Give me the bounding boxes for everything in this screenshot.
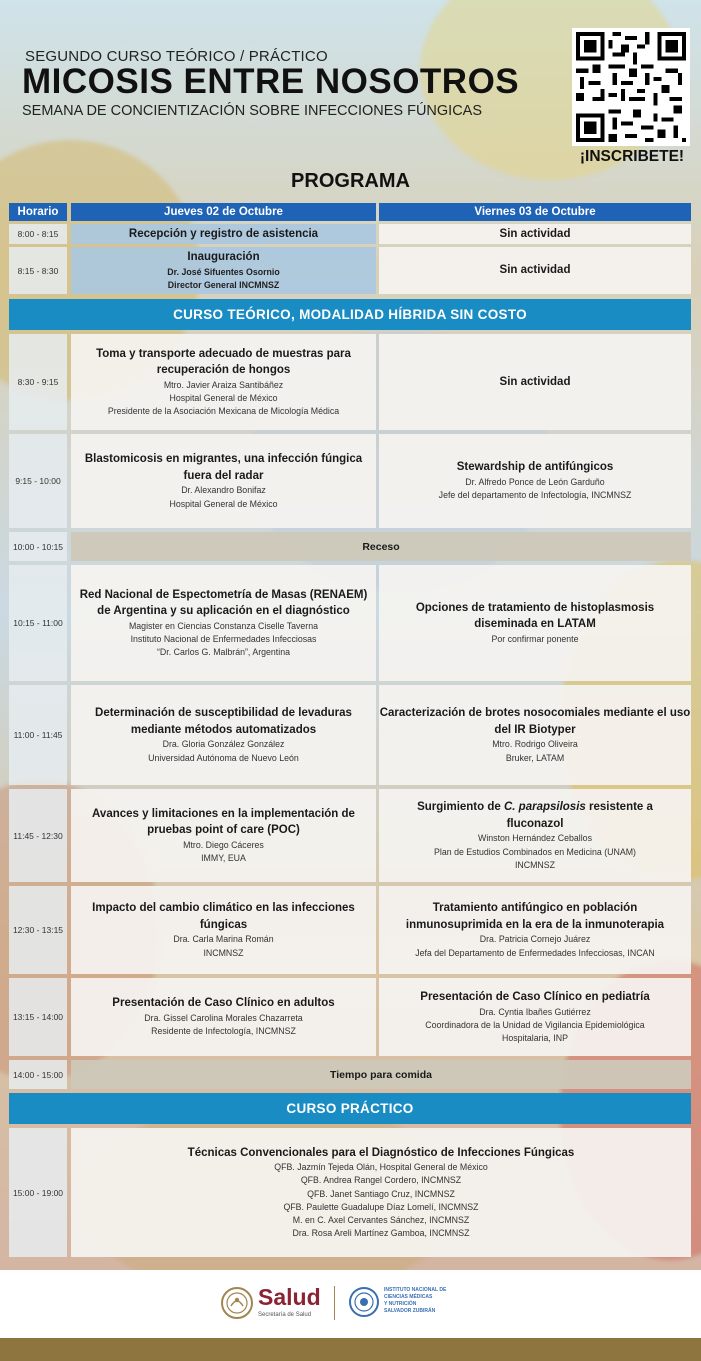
session-title: Técnicas Convencionales para el Diagnóstico de Infecciones Fúngicas	[187, 1146, 575, 1159]
incmnsz-line: SALVADOR ZUBIRÁN	[384, 1308, 436, 1314]
speaker-affiliation: IMMY, EUA	[201, 853, 246, 864]
session-cell	[71, 789, 376, 882]
time-cell	[9, 1128, 67, 1257]
session-cell	[71, 1128, 691, 1257]
speaker-affiliation: Coordinadora de la Unidad de Vigilancia Epidemiológica	[425, 1019, 645, 1030]
session-title: Presentación de Caso Clínico en adultos	[112, 997, 335, 1010]
section-band-theory	[9, 299, 691, 330]
speaker-affiliation: INCMNSZ	[203, 947, 244, 958]
instructor-name: Dra. Rosa Areli Martínez Gamboa, INCMNSZ	[292, 1228, 470, 1239]
speaker-affiliation: Jefe del departamento de Infectología, INCMNSZ	[438, 490, 632, 501]
incmnsz-line: CIENCIAS MÉDICAS	[384, 1294, 433, 1300]
time-label: 15:00 - 19:00	[12, 1187, 64, 1198]
time-cell	[9, 532, 67, 561]
speaker-name: Dra. Carla Marina Román	[173, 934, 274, 945]
salud-logo-text: Salud	[258, 1284, 321, 1310]
speaker-affiliation: Universidad Autónoma de Nuevo León	[148, 752, 299, 763]
session-title: Stewardship de antifúngicos	[456, 461, 614, 474]
lunch-cell	[71, 1060, 691, 1089]
speaker-affiliation: Hospitalaria, INP	[501, 1032, 568, 1043]
session-title: Recepción y registro de asistencia	[128, 227, 319, 240]
incmnsz-line: INSTITUTO NACIONAL DE	[384, 1287, 447, 1293]
time-cell	[9, 247, 67, 294]
time-label: 8:15 - 8:30	[17, 265, 59, 276]
session-cell	[71, 685, 376, 785]
section-band-label: CURSO PRÁCTICO	[286, 1101, 414, 1116]
session-title: Determinación de susceptibilidad de levaduras mediante métodos automatizados	[95, 707, 352, 736]
page-title: MICOSIS ENTRE NOSOTROS	[22, 62, 520, 101]
time-label: 14:00 - 15:00	[12, 1069, 64, 1080]
speaker-affiliation: Hospital General de México	[169, 498, 278, 509]
program-heading: PROGRAMA	[291, 170, 410, 192]
break-label: Receso	[362, 540, 400, 553]
session-cell	[379, 789, 691, 882]
session-title: Sin actividad	[499, 375, 571, 388]
time-cell	[9, 685, 67, 785]
speaker-name: Dra. Gloria González González	[162, 739, 285, 750]
session-title: Impacto del cambio climático en las infecciones fúngicas	[92, 902, 355, 931]
speaker-affiliation: Bruker, LATAM	[505, 752, 565, 763]
session-cell	[379, 685, 691, 785]
session-cell	[379, 334, 691, 430]
time-label: 9:15 - 10:00	[15, 476, 61, 486]
speaker-role: Presidente de la Asociación Mexicana de Micología Médica	[107, 406, 340, 417]
session-cell	[379, 247, 691, 294]
session-title: Sin actividad	[499, 227, 571, 240]
session-title-part: Surgimiento de	[417, 801, 504, 814]
session-title: Toma y transporte adecuado de muestras para recuperación de hongos	[96, 347, 351, 377]
time-label: 10:15 - 11:00	[13, 618, 63, 628]
instructor-name: QFB. Jazmín Tejeda Olán, Hospital General de México	[274, 1162, 488, 1173]
awareness-subtitle: SEMANA DE CONCIENTIZACIÓN SOBRE INFECCIONES FÚNGICAS	[22, 103, 483, 119]
column-header-thursday	[71, 203, 376, 221]
register-label[interactable]: ¡INSCRIBETE!	[579, 148, 685, 165]
session-cell	[379, 434, 691, 528]
speaker-name: Mtro. Rodrigo Oliveira	[492, 739, 578, 750]
session-title: Avances y limitaciones en la implementación de pruebas point of care (POC)	[92, 807, 355, 837]
session-title: Blastomicosis en migrantes, una infección fúngica fuera del radar	[84, 453, 363, 482]
session-title-species: C. parapsilosis	[503, 801, 586, 814]
speaker-name: Mtro. Diego Cáceres	[183, 839, 264, 850]
session-cell	[71, 978, 376, 1056]
speaker-affiliation: Instituto Nacional de Enfermedades Infecciosas	[130, 634, 317, 645]
footer-gold-bar	[0, 1338, 701, 1361]
section-band-practice	[9, 1093, 691, 1124]
speaker-name: Dr. Alexandro Bonifaz	[181, 485, 266, 496]
session-cell	[379, 224, 691, 244]
instructor-name: QFB. Janet Santiago Cruz, INCMNSZ	[307, 1188, 455, 1199]
session-title: Inauguración	[187, 250, 260, 263]
incmnsz-logo-icon	[348, 1286, 380, 1318]
footer	[0, 1270, 701, 1338]
session-cell	[379, 886, 691, 974]
session-title	[393, 799, 677, 832]
session-title-part: resistente a fluconazol	[506, 801, 653, 830]
session-title: Caracterización de brotes nosocomiales mediante el uso del IR Biotyper	[379, 707, 691, 736]
session-title: Tratamiento antifúngico en población inmunosuprimida en la era de la inmunoterapia	[405, 902, 665, 931]
footer-divider	[334, 1286, 335, 1320]
speaker-affiliation: Jefa del Departamento de Enfermedades Infecciosas, INCAN	[415, 947, 655, 958]
session-title: Sin actividad	[499, 264, 571, 277]
time-cell	[9, 334, 67, 430]
session-cell	[71, 886, 376, 974]
time-cell	[9, 565, 67, 681]
incmnsz-logo-text	[384, 1287, 446, 1315]
time-label: 11:45 - 12:30	[13, 830, 63, 841]
speaker-affiliation: “Dr. Carlos G. Malbrán”, Argentina	[157, 647, 290, 658]
column-header-friday-label: Viernes 03 de Octubre	[474, 206, 596, 218]
speaker-name: Dr. José Sifuentes Osornio	[167, 266, 280, 277]
speaker-name: Dr. Alfredo Ponce de León Garduño	[465, 477, 605, 488]
session-cell	[71, 224, 376, 244]
lunch-label: Tiempo para comida	[330, 1068, 432, 1081]
speaker-name: Winston Hernández Ceballos	[478, 833, 592, 844]
time-cell	[9, 1060, 67, 1089]
speaker-name: Dra. Gissel Carolina Morales Chazarreta	[144, 1013, 303, 1024]
speaker-affiliation: Plan de Estudios Combinados en Medicina (UNAM)	[434, 846, 636, 857]
instructor-name: QFB. Andrea Rangel Cordero, INCMNSZ	[300, 1175, 462, 1186]
speaker-affiliation: Residente de Infectología, INCMNSZ	[151, 1026, 296, 1037]
time-label: 10:00 - 10:15	[12, 541, 64, 552]
speaker-affiliation: Hospital General de México	[169, 393, 278, 404]
session-title: Presentación de Caso Clínico en pediatría	[420, 990, 650, 1003]
section-band-label: CURSO TEÓRICO, MODALIDAD HÍBRIDA SIN COSTO	[173, 307, 527, 322]
time-cell	[9, 224, 67, 244]
session-cell	[71, 247, 376, 294]
speaker-affiliation: INCMNSZ	[514, 859, 556, 870]
speaker-name: Dra. Cyntia Ibañes Gutiérrez	[479, 1006, 591, 1017]
time-cell	[9, 886, 67, 974]
qr-code[interactable]	[572, 28, 690, 146]
session-cell	[71, 334, 376, 430]
column-header-time	[9, 203, 67, 221]
break-cell	[71, 532, 691, 561]
session-cell	[379, 565, 691, 681]
time-label: 11:00 - 11:45	[13, 730, 63, 740]
session-cell	[71, 434, 376, 528]
speaker-name: Magister en Ciencias Constanza Ciselle Taverna	[128, 620, 319, 631]
time-label: 12:30 - 13:15	[12, 925, 64, 935]
qr-code-icon	[572, 28, 690, 146]
instructor-name: M. en C. Axel Cervantes Sánchez, INCMNSZ	[292, 1215, 470, 1226]
column-header-thursday-label: Jueves 02 de Octubre	[164, 206, 283, 218]
time-label: 8:30 - 9:15	[17, 377, 59, 387]
speaker-name: Mtro. Javier Araiza Santibáñez	[163, 379, 284, 390]
time-cell	[9, 978, 67, 1056]
column-header-friday	[379, 203, 691, 221]
session-title: Red Nacional de Espectometría de Masas (RENAEM) de Argentina y su aplicación en el diagnóstico	[79, 588, 368, 618]
course-subtitle: SEGUNDO CURSO TEÓRICO / PRÁCTICO	[25, 48, 328, 65]
time-cell	[9, 434, 67, 528]
mexico-seal-icon	[220, 1286, 254, 1320]
session-cell	[379, 978, 691, 1056]
speaker-name: Dra. Patricia Cornejo Juárez	[479, 934, 591, 945]
column-header-time-label: Horario	[17, 206, 59, 218]
speaker-affiliation: Director General INCMNSZ	[167, 279, 280, 290]
incmnsz-line: Y NUTRICIÓN	[384, 1301, 417, 1307]
instructor-name: QFB. Paulette Guadalupe Díaz Lomelí, INCMNSZ	[283, 1201, 479, 1212]
time-label: 8:00 - 8:15	[17, 229, 59, 239]
session-title: Opciones de tratamiento de histoplasmosis diseminada en LATAM	[415, 601, 655, 631]
time-cell	[9, 789, 67, 882]
speaker-name: Por confirmar ponente	[491, 634, 579, 645]
salud-logo-subtext: Secretaría de Salud	[258, 1312, 312, 1318]
session-cell	[71, 565, 376, 681]
time-label: 13:15 - 14:00	[12, 1012, 64, 1022]
